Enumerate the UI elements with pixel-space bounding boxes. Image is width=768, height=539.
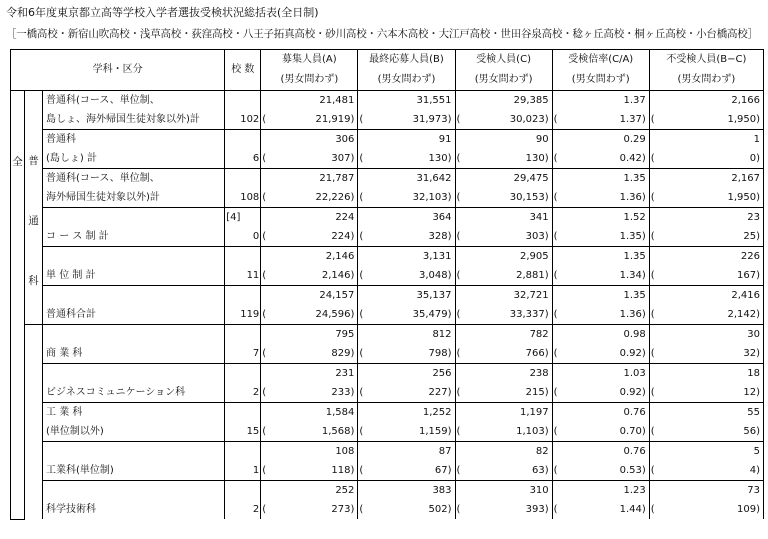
paren-close: ): [447, 309, 452, 320]
cell-value-bracketed: 24,596: [315, 309, 351, 320]
cell-value-bracketed: 328: [428, 231, 448, 242]
paren-close: ): [641, 114, 646, 125]
row-label-line2: (島しょ) 計: [46, 153, 98, 164]
paren-close: ): [447, 270, 452, 281]
cell-value-bracketed: 25: [743, 231, 757, 242]
paren-close: ): [447, 504, 452, 515]
paren-close: ): [350, 504, 355, 515]
row-note: [4]: [226, 212, 241, 223]
header-examinees: 受検人員(C): [455, 50, 552, 71]
cell-value-bracketed: 1,950: [727, 192, 757, 203]
cell-value-bracketed: 32: [743, 348, 757, 359]
paren-open: (: [262, 192, 267, 203]
paren-open: (: [553, 465, 558, 476]
row-label-line2: 島しょ、海外帰国生徒対象以外)計: [46, 114, 200, 125]
cell-value: 341: [529, 212, 549, 223]
table-row: [11, 305, 764, 325]
cell-value-bracketed: 303: [525, 231, 545, 242]
paren-close: ): [447, 426, 452, 437]
paren-open: (: [262, 153, 267, 164]
paren-open: (: [650, 426, 655, 437]
paren-close: ): [641, 426, 646, 437]
cell-value: 73: [747, 485, 760, 496]
cell-value-bracketed: 118: [331, 465, 351, 476]
row-label-line2: 単 位 制 計: [46, 270, 96, 281]
table-row: [11, 91, 764, 111]
table-row: [11, 422, 764, 442]
paren-close: ): [350, 114, 355, 125]
paren-open: (: [456, 387, 461, 398]
paren-open: (: [262, 465, 267, 476]
paren-open: (: [456, 192, 461, 203]
paren-open: (: [650, 387, 655, 398]
table-row: [11, 442, 764, 462]
school-count: 0: [252, 231, 260, 242]
school-count: 7: [252, 348, 260, 359]
paren-open: (: [359, 114, 364, 125]
cell-value: 1.35: [623, 290, 646, 301]
paren-close: ): [641, 504, 646, 515]
paren-open: (: [359, 309, 364, 320]
paren-close: ): [641, 270, 646, 281]
cell-value: 108: [335, 446, 355, 457]
paren-open: (: [650, 465, 655, 476]
row-label-line2: ビジネスコミュニケーション科: [46, 387, 186, 398]
paren-close: ): [641, 348, 646, 359]
paren-close: ): [447, 192, 452, 203]
school-count: 119: [240, 309, 260, 320]
cell-value-bracketed: 2,881: [516, 270, 545, 281]
paren-open: (: [359, 348, 364, 359]
row-label-line2: 商 業 科: [46, 348, 83, 359]
paren-close: ): [756, 426, 760, 437]
paren-open: (: [262, 348, 267, 359]
header-capacity: 募集人員(A): [261, 50, 358, 71]
paren-close: ): [350, 231, 355, 242]
cell-value: 231: [335, 368, 355, 379]
cell-value-bracketed: 0.92: [619, 387, 642, 398]
table-row: [11, 188, 764, 208]
cell-value-bracketed: 0.53: [619, 465, 642, 476]
paren-close: ): [350, 309, 355, 320]
cell-value-bracketed: 393: [525, 504, 545, 515]
paren-open: (: [456, 231, 461, 242]
school-count: 2: [252, 504, 260, 515]
table-row: [11, 169, 764, 189]
cell-value-bracketed: 35,479: [412, 309, 448, 320]
row-label-line2: (単位制以外): [46, 426, 104, 437]
paren-close: ): [641, 153, 646, 164]
paren-open: (: [456, 426, 461, 437]
school-count: 102: [240, 114, 260, 125]
table-row: [11, 227, 764, 247]
cell-value: 1,252: [422, 407, 452, 418]
paren-open: (: [359, 504, 364, 515]
paren-open: (: [553, 270, 558, 281]
paren-open: (: [650, 114, 655, 125]
cell-value: 23: [747, 212, 760, 223]
row-label-line2: 科学技術科: [46, 504, 97, 515]
table-row: [11, 383, 764, 403]
cell-value: 35,137: [416, 290, 452, 301]
row-label-line1: 普通科(コース、単位制、: [46, 173, 160, 184]
cell-value: 31,642: [416, 173, 452, 184]
paren-close: ): [447, 153, 452, 164]
paren-open: (: [262, 270, 267, 281]
cell-value: 2,416: [731, 290, 760, 301]
paren-open: (: [456, 153, 461, 164]
paren-close: ): [756, 270, 760, 281]
paren-close: ): [447, 348, 452, 359]
table-row: [11, 481, 764, 501]
cell-value: 306: [335, 134, 355, 145]
header-schools: 校 数: [225, 50, 261, 91]
header-ratio: 受検倍率(C/A): [552, 50, 649, 71]
paren-close: ): [544, 387, 549, 398]
paren-close: ): [350, 270, 355, 281]
cell-value-bracketed: 0.92: [619, 348, 642, 359]
paren-open: (: [262, 231, 267, 242]
table-row: [11, 149, 764, 169]
row-label-line2: 普通科合計: [46, 309, 97, 320]
cell-value: 0.98: [623, 329, 646, 340]
paren-close: ): [350, 387, 355, 398]
paren-open: (: [262, 309, 267, 320]
paren-open: (: [553, 114, 558, 125]
paren-close: ): [350, 153, 355, 164]
vertical-char: 科: [28, 275, 39, 287]
cell-value-bracketed: 227: [428, 387, 448, 398]
vertical-label-senmon: [25, 325, 43, 520]
paren-close: ): [544, 114, 549, 125]
paren-close: ): [756, 192, 760, 203]
paren-close: ): [756, 504, 760, 515]
paren-open: (: [262, 504, 267, 515]
cell-value: 24,157: [319, 290, 355, 301]
cell-value-bracketed: 21,919: [315, 114, 351, 125]
paren-close: ): [756, 309, 760, 320]
cell-value-bracketed: 224: [331, 231, 351, 242]
paren-close: ): [641, 465, 646, 476]
vertical-char: 通: [28, 215, 39, 227]
cell-value-bracketed: 829: [331, 348, 351, 359]
table-row: [11, 110, 764, 130]
table-row: [11, 325, 764, 345]
page-title: 令和6年度東京都立高等学校入学者選抜受検状況総括表(全日制): [6, 6, 319, 19]
cell-value: 1.37: [623, 95, 646, 106]
paren-close: ): [756, 348, 760, 359]
cell-value: 31,551: [416, 95, 452, 106]
paren-open: (: [359, 153, 364, 164]
cell-value-bracketed: 12: [743, 387, 757, 398]
cell-value: 3,131: [422, 251, 452, 262]
header-row-1: [11, 50, 764, 71]
cell-value-bracketed: 798: [428, 348, 448, 359]
cell-value: 5: [753, 446, 760, 457]
paren-close: ): [447, 387, 452, 398]
cell-value-bracketed: 130: [525, 153, 545, 164]
paren-close: ): [544, 426, 549, 437]
cell-value-bracketed: 1.37: [619, 114, 642, 125]
paren-close: ): [447, 465, 452, 476]
row-label-line2: 工業科(単位制): [46, 465, 114, 476]
header-category: 学科・区分: [11, 50, 225, 91]
paren-close: ): [544, 270, 549, 281]
cell-value: 0.76: [623, 407, 646, 418]
cell-value-bracketed: 0.42: [619, 153, 642, 164]
paren-open: (: [553, 192, 558, 203]
paren-open: (: [262, 387, 267, 398]
cell-value-bracketed: 30,153: [509, 192, 545, 203]
cell-value-bracketed: 4: [749, 465, 757, 476]
cell-value: 2,167: [731, 173, 760, 184]
paren-open: (: [650, 270, 655, 281]
cell-value-bracketed: 3,048: [418, 270, 448, 281]
table-row: [11, 364, 764, 384]
paren-open: (: [553, 153, 558, 164]
paren-close: ): [641, 387, 646, 398]
paren-open: (: [553, 231, 558, 242]
paren-open: (: [553, 426, 558, 437]
paren-close: ): [641, 309, 646, 320]
cell-value: 30: [747, 329, 760, 340]
cell-value-bracketed: 109: [737, 504, 757, 515]
paren-close: ): [756, 231, 760, 242]
paren-open: (: [456, 348, 461, 359]
paren-open: (: [359, 192, 364, 203]
paren-close: ): [350, 348, 355, 359]
paren-close: ): [447, 231, 452, 242]
table-row: [11, 500, 764, 519]
cell-value: 32,721: [513, 290, 549, 301]
cell-value-bracketed: 33,337: [509, 309, 545, 320]
table-row: [11, 208, 764, 228]
vertical-char: 普: [28, 155, 39, 167]
cell-value-bracketed: 215: [525, 387, 545, 398]
cell-value: 1.23: [623, 485, 646, 496]
cell-value: 226: [740, 251, 760, 262]
paren-open: (: [650, 348, 655, 359]
cell-value: 310: [529, 485, 549, 496]
vertical-label-zen: 全: [12, 156, 23, 168]
cell-value: 238: [529, 368, 549, 379]
paren-close: ): [544, 231, 549, 242]
paren-close: ): [641, 231, 646, 242]
exam-summary-table: [10, 49, 764, 520]
header-examinees-sub: (男女問わず): [455, 70, 552, 91]
school-count: 2: [252, 387, 260, 398]
cell-value: 82: [535, 446, 549, 457]
cell-value: 21,481: [319, 95, 355, 106]
paren-close: ): [544, 465, 549, 476]
paren-open: (: [456, 114, 461, 125]
cell-value: 0.76: [623, 446, 646, 457]
vertical-label-futsuu: [25, 91, 43, 325]
cell-value: 224: [335, 212, 355, 223]
paren-open: (: [650, 231, 655, 242]
header-ratio-sub: (男女問わず): [552, 70, 649, 91]
paren-close: ): [350, 465, 355, 476]
cell-value-bracketed: 1.36: [619, 192, 642, 203]
paren-open: (: [359, 387, 364, 398]
paren-open: (: [650, 192, 655, 203]
paren-open: (: [456, 309, 461, 320]
cell-value: 91: [438, 134, 452, 145]
table-row: [11, 403, 764, 423]
paren-open: (: [650, 504, 655, 515]
cell-value: 1.03: [623, 368, 646, 379]
school-count: 11: [246, 270, 260, 281]
cell-value: 29,475: [513, 173, 549, 184]
row-label-line1: 普通科: [46, 134, 77, 145]
cell-value-bracketed: 22,226: [315, 192, 351, 203]
table-row: [11, 247, 764, 267]
cell-value: 1,584: [325, 407, 355, 418]
paren-close: ): [641, 192, 646, 203]
paren-close: ): [544, 153, 549, 164]
row-label-line2: コ ー ス 制 計: [46, 231, 109, 242]
paren-close: ): [544, 309, 549, 320]
paren-close: ): [447, 114, 452, 125]
cell-value: 87: [438, 446, 452, 457]
paren-open: (: [359, 231, 364, 242]
table-row: [11, 130, 764, 150]
cell-value-bracketed: 30,023: [509, 114, 545, 125]
cell-value-bracketed: 1.35: [619, 231, 642, 242]
paren-close: ): [756, 114, 760, 125]
cell-value: 55: [747, 407, 760, 418]
paren-open: (: [456, 270, 461, 281]
header-absent-sub: (男女問わず): [649, 70, 763, 91]
school-count: 15: [246, 426, 260, 437]
cell-value-bracketed: 273: [331, 504, 351, 515]
cell-value-bracketed: 766: [525, 348, 545, 359]
header-absent: 不受検人員(B−C): [649, 50, 763, 71]
table-row: [11, 344, 764, 364]
cell-value-bracketed: 167: [737, 270, 757, 281]
paren-close: ): [544, 192, 549, 203]
paren-close: ): [756, 153, 760, 164]
paren-open: (: [553, 348, 558, 359]
school-count: 1: [252, 465, 260, 476]
cell-value-bracketed: 2,146: [321, 270, 351, 281]
school-list: ［一橋高校・新宿山吹高校・浅草高校・荻窪高校・八王子拓真高校・砂川高校・六本木高校・大江戸高校・世田谷泉高校・稔ヶ丘高校・桐ヶ丘高校・小台橋高校］: [6, 28, 758, 40]
header-applicants-sub: (男女問わず): [358, 70, 455, 91]
cell-value: 1.52: [623, 212, 646, 223]
paren-close: ): [544, 348, 549, 359]
cell-value: 1.35: [623, 251, 646, 262]
cell-value-bracketed: 0.70: [619, 426, 642, 437]
cell-value: 383: [432, 485, 452, 496]
cell-value: 1: [753, 134, 760, 145]
paren-open: (: [456, 504, 461, 515]
cell-value-bracketed: 233: [331, 387, 351, 398]
paren-open: (: [262, 114, 267, 125]
paren-close: ): [350, 192, 355, 203]
cell-value: 2,905: [520, 251, 549, 262]
cell-value-bracketed: 63: [532, 465, 545, 476]
cell-value: 252: [335, 485, 355, 496]
paren-open: (: [650, 309, 655, 320]
cell-value-bracketed: 1.44: [619, 504, 642, 515]
cell-value-bracketed: 1.34: [619, 270, 642, 281]
table-row: [11, 461, 764, 481]
paren-close: ): [544, 504, 549, 515]
cell-value-bracketed: 502: [428, 504, 448, 515]
row-label-line1: 普通科(コース、単位制、: [46, 95, 160, 106]
cell-value-bracketed: 32,103: [412, 192, 448, 203]
cell-value: 2,146: [325, 251, 355, 262]
paren-open: (: [262, 426, 267, 437]
cell-value: 256: [432, 368, 452, 379]
cell-value: 795: [335, 329, 355, 340]
cell-value-bracketed: 130: [428, 153, 448, 164]
cell-value: 18: [747, 368, 760, 379]
cell-value-bracketed: 1,159: [418, 426, 448, 437]
cell-value: 812: [432, 329, 452, 340]
cell-value-bracketed: 67: [434, 465, 448, 476]
paren-open: (: [553, 387, 558, 398]
cell-value: 29,385: [513, 95, 549, 106]
cell-value: 1.35: [623, 173, 646, 184]
cell-value-bracketed: 0: [749, 153, 757, 164]
cell-value-bracketed: 31,973: [412, 114, 448, 125]
header-applicants: 最終応募人員(B): [358, 50, 455, 71]
paren-open: (: [359, 270, 364, 281]
paren-open: (: [650, 153, 655, 164]
cell-value-bracketed: 1,950: [727, 114, 757, 125]
cell-value: 21,787: [319, 173, 355, 184]
paren-open: (: [359, 465, 364, 476]
table-row: [11, 266, 764, 286]
cell-value-bracketed: 1.36: [619, 309, 642, 320]
school-count: 6: [252, 153, 260, 164]
cell-value-bracketed: 2,142: [727, 309, 757, 320]
cell-value: 364: [432, 212, 452, 223]
paren-close: ): [756, 465, 760, 476]
paren-close: ): [350, 426, 355, 437]
cell-value: 782: [529, 329, 549, 340]
cell-value: 0.29: [623, 134, 646, 145]
paren-open: (: [553, 504, 558, 515]
cell-value-bracketed: 1,568: [321, 426, 351, 437]
row-label-line2: 海外帰国生徒対象以外)計: [46, 192, 160, 203]
row-label-line1: 工 業 科: [46, 407, 83, 418]
cell-value-bracketed: 307: [331, 153, 351, 164]
paren-open: (: [359, 426, 364, 437]
header-capacity-sub: (男女問わず): [261, 70, 358, 91]
table-row: [11, 286, 764, 306]
cell-value: 1,197: [520, 407, 549, 418]
cell-value: 90: [535, 134, 549, 145]
cell-value-bracketed: 56: [743, 426, 757, 437]
school-count: 108: [240, 192, 260, 203]
cell-value: 2,166: [731, 95, 760, 106]
paren-open: (: [456, 465, 461, 476]
paren-open: (: [553, 309, 558, 320]
paren-close: ): [756, 387, 760, 398]
cell-value-bracketed: 1,103: [516, 426, 545, 437]
